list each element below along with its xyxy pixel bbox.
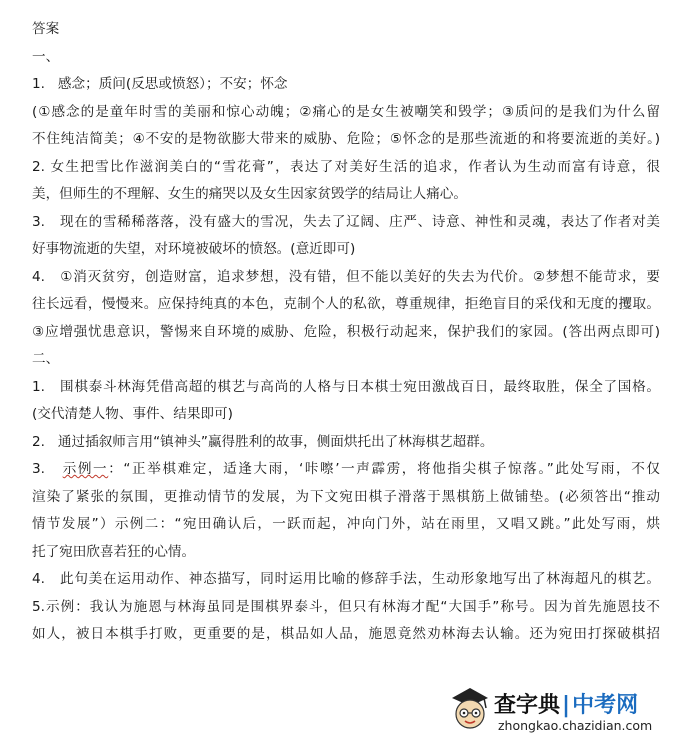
answer-line: 1. 感念；质问(反思或愤怒）；不安；怀念 — [32, 76, 288, 92]
answer-line: 不住纯洁简美；④不安的是物欲膨大带来的威胁、危险；⑤怀念的是那些流逝的和将要流逝的美好。) — [32, 131, 660, 147]
answer-line: ③应增强忧患意识，警惕来自环境的威胁、危险，积极行动起来，保护我们的家园。(答出两点即可) — [32, 323, 660, 340]
answer-line: 2. 女生把雪比作滋润美白的“雪花膏”，表达了对美好生活的追求，作者认为生动而富有诗意，很 — [32, 158, 660, 175]
answer-line: 2. 通过插叙师言用“镇神头”赢得胜利的故事，侧面烘托出了林海棋艺超群。 — [32, 433, 494, 450]
answer-line: 往长远看，慢慢来。应保持纯真的本色，克制个人的私欲，尊重规律，拒绝盲目的采伐和无度的攫取。 — [32, 296, 660, 312]
doc-title: 答案 — [32, 21, 60, 37]
answer-line: 1. 围棋泰斗林海凭借高超的棋艺与高尚的人格与日本棋士宛田激战百日，最终取胜，保全了国格。 — [32, 378, 660, 395]
underlined-phrase: 示例一 — [62, 461, 109, 477]
answer-line: 如人，被日本棋手打败，更重要的是，棋品如人品，施恩竟然劝林海去认输。还为宛田打探破棋招 — [32, 626, 660, 642]
answer-line: 渲染了紧张的氛围，更推动情节的发展，为下文宛田棋子滑落于黑棋筋上做铺垫。(必须答出“推动 — [32, 488, 660, 505]
answer-line: 4. 此句美在运用动作、神态描写，同时运用比喻的修辞手法，生动形象地写出了林海超凡的棋艺。 — [32, 571, 660, 587]
watermark-brand-b: 中考网 — [572, 693, 639, 718]
watermark-brand-separator: | — [562, 693, 571, 718]
answer-line: 3. 现在的雪稀稀落落，没有盛大的雪况，失去了辽阔、庄严、诗意、神性和灵魂，表达了作者对美 — [32, 213, 660, 230]
mascot-face-icon — [448, 682, 492, 732]
answer-line: 托了宛田欣喜若狂的心情。 — [32, 543, 196, 560]
answer-line: 美，但师生的不理解、女生的痛哭以及女生因家贫毁学的结局让人痛心。 — [32, 186, 467, 202]
answer-line: 5.示例：我认为施恩与林海虽同是围棋界泰斗，但只有林海才配“大国手”称号。因为首先施恩技不 — [32, 598, 660, 615]
answer-line: 情节发展”）示例二：“宛田确认后，一跃而起，冲向门外，站在雨里，又唱又跳。”此处写雨，烘 — [32, 516, 660, 532]
watermark-brand-a: 查字典 — [494, 693, 561, 718]
section-heading-2: 二、 — [32, 351, 60, 367]
answer-line: (交代清楚人物、事件、结果即可) — [32, 406, 233, 422]
watermark-brand — [494, 688, 638, 719]
answer-line: 好事物流逝的失望，对环境被破坏的愤怒。(意近即可) — [32, 241, 356, 257]
answer-line: 3. 示例一：“正举棋难定，适逢大雨，‘咔嚓’一声霹雳，将他指尖棋子惊落。”此处写雨，不仅 — [32, 461, 660, 477]
answer-document — [32, 16, 660, 649]
section-heading-1: 一、 — [32, 48, 60, 65]
answer-line: 4. ①消灭贫穷，创造财富，追求梦想，没有错，但不能以美好的失去为代价。②梦想不能苛求，要 — [32, 268, 660, 285]
site-watermark — [440, 672, 675, 746]
watermark-url: zhongkao.chazidian.com — [498, 718, 653, 733]
answer-line: (①感念的是童年时雪的美丽和惊心动魄；②痛心的是女生被嘲笑和毁学；③质问的是我们为什么留 — [32, 103, 660, 120]
